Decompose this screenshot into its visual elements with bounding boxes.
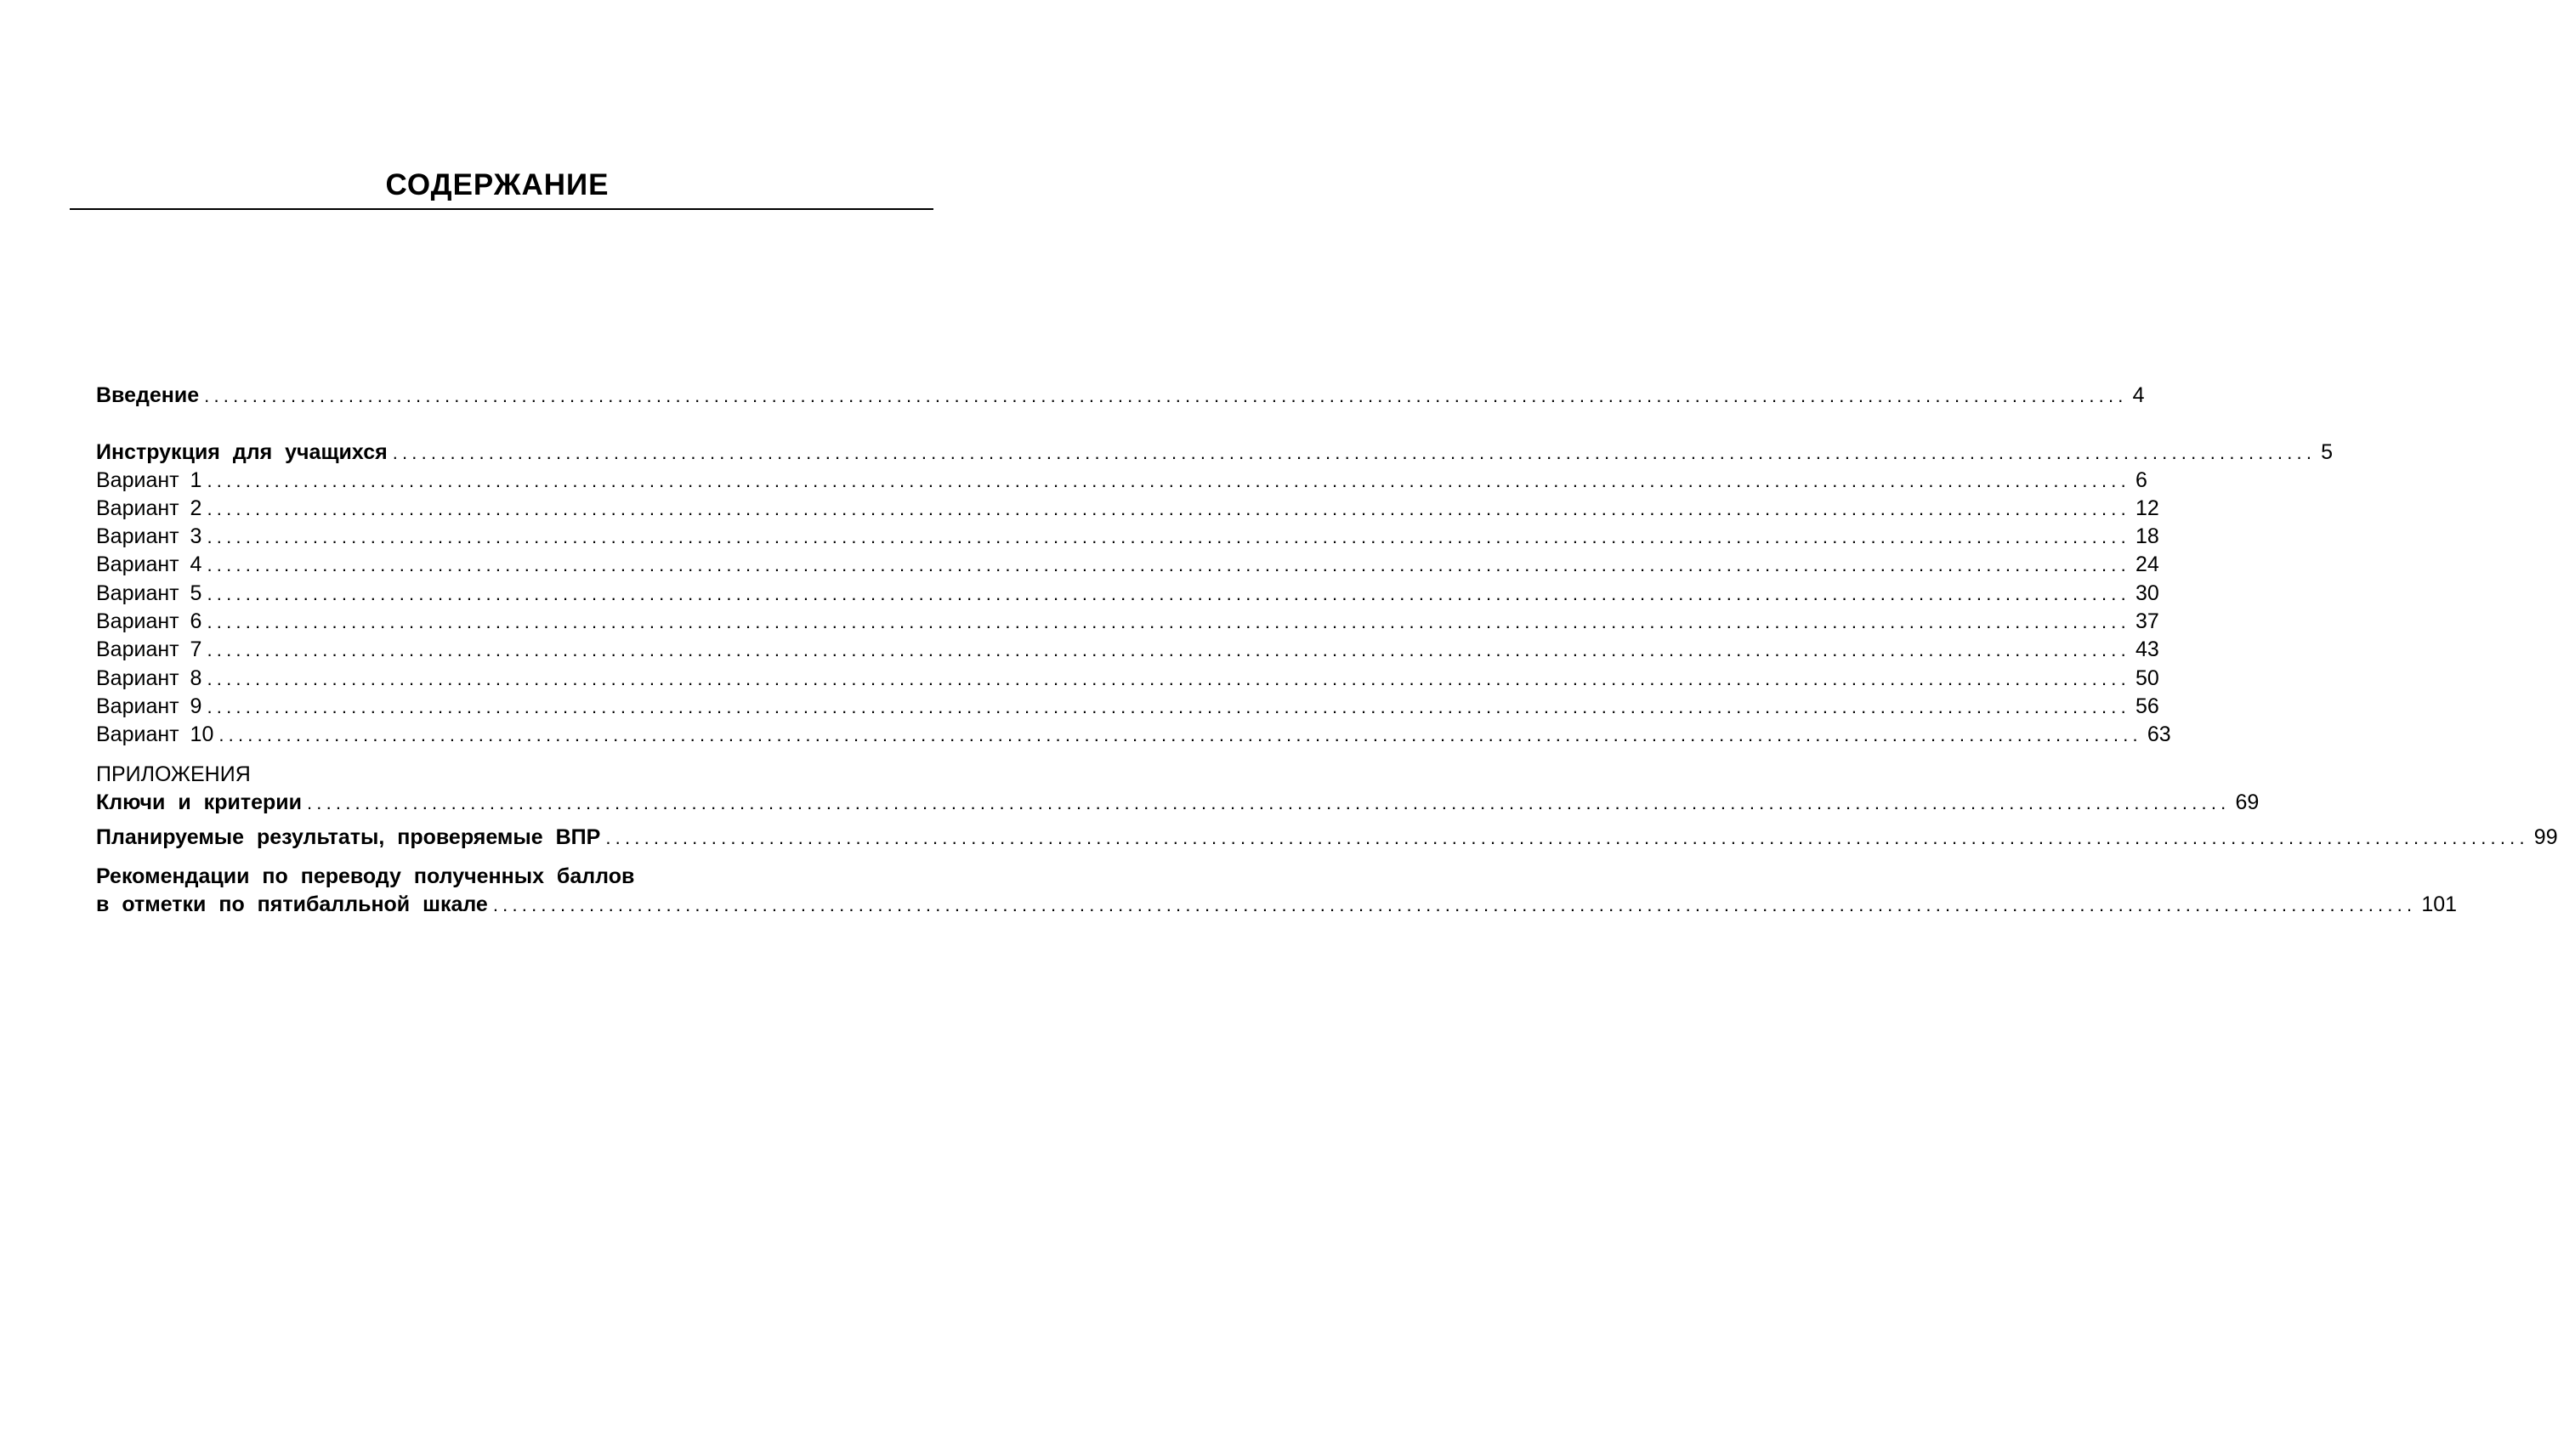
toc-entry-label[interactable]: Рекомендации по переводу полученных баллов [96,864,635,888]
toc-entry[interactable] [96,496,2159,521]
toc-entry-label: Вариант 5 [96,581,202,605]
toc-entry-label: Вариант 9 [96,694,202,718]
dot-leader: ........................................................................................................................................................................................................ [207,696,2130,717]
toc-page-number: 43 [2135,637,2159,661]
toc-entry[interactable] [96,892,2458,917]
dot-leader: ........................................................................................................................................................................................................ [218,724,2142,745]
toc-page-number: 5 [2321,440,2334,464]
toc-entry[interactable] [96,637,2159,662]
toc-page-number: 99 [2533,825,2558,849]
toc-entry[interactable] [96,790,2260,815]
toc-page-number: 63 [2147,722,2171,746]
toc-page-number: 37 [2135,609,2159,633]
dot-leader: ........................................................................................................................................................................................................ [207,611,2130,632]
toc-entry-label: Введение [96,383,200,407]
toc-entry[interactable] [96,824,2558,850]
toc-page-number: 4 [2132,383,2145,407]
toc-page-number: 30 [2135,581,2159,605]
dot-leader: ........................................................................................................................................................................................................ [207,526,2130,547]
toc-entry-label: Ключи и критерии [96,790,302,814]
dot-leader: ........................................................................................................................................................................................................ [207,470,2130,491]
toc-entry-label: Вариант 3 [96,524,202,548]
toc-entry-label: в отметки по пятибалльной шкале [96,892,488,916]
toc-entry[interactable] [96,467,2147,493]
toc-entry[interactable] [96,581,2159,606]
toc-page-number: 24 [2135,552,2159,576]
toc-entry-label: Вариант 7 [96,637,202,661]
toc-entry[interactable] [96,694,2159,719]
toc-entry-label: Вариант 10 [96,722,214,746]
dot-leader: ........................................................................................................................................................................................................ [207,554,2130,575]
toc-page-number: 56 [2135,694,2159,718]
dot-leader: ........................................................................................................................................................................................................ [605,827,2529,848]
toc-page-number: 69 [2235,790,2260,814]
title-divider [70,208,933,210]
toc-entry-label: Вариант 2 [96,496,202,520]
toc-page-number: 50 [2135,666,2159,690]
toc-entry-label: Планируемые результаты, проверяемые ВПР [96,825,601,849]
toc-entry-label: Вариант 6 [96,609,202,633]
toc-entry-label: Вариант 4 [96,552,202,576]
dot-leader: ........................................................................................................................................................................................................ [492,894,2417,915]
toc-entry[interactable] [96,666,2159,691]
toc-page-number: 6 [2135,468,2147,492]
toc-page-number: 101 [2421,892,2458,916]
toc-page-number: 12 [2135,496,2159,520]
toc-entry[interactable] [96,722,2171,747]
toc-entry-label: Вариант 1 [96,468,202,492]
toc-entry[interactable] [96,552,2159,577]
page-title: СОДЕРЖАНИЕ [385,168,610,201]
toc-entry[interactable] [96,609,2159,634]
toc-entry[interactable] [96,524,2159,549]
toc-page-number: 18 [2135,524,2159,548]
dot-leader: ........................................................................................................................................................................................................ [204,385,2128,406]
appendix-heading: ПРИЛОЖЕНИЯ [96,762,251,786]
dot-leader: ........................................................................................................................................................................................................ [392,442,2317,463]
dot-leader: ........................................................................................................................................................................................................ [207,668,2130,689]
toc-entry[interactable] [96,439,2334,465]
dot-leader: ........................................................................................................................................................................................................ [307,792,2231,813]
toc-entry-label: Вариант 8 [96,666,202,690]
dot-leader: ........................................................................................................................................................................................................ [207,639,2130,660]
dot-leader: ........................................................................................................................................................................................................ [207,583,2130,604]
toc-entry[interactable] [96,382,2145,408]
toc-entry-label: Инструкция для учащихся [96,440,388,464]
dot-leader: ........................................................................................................................................................................................................ [207,498,2130,519]
